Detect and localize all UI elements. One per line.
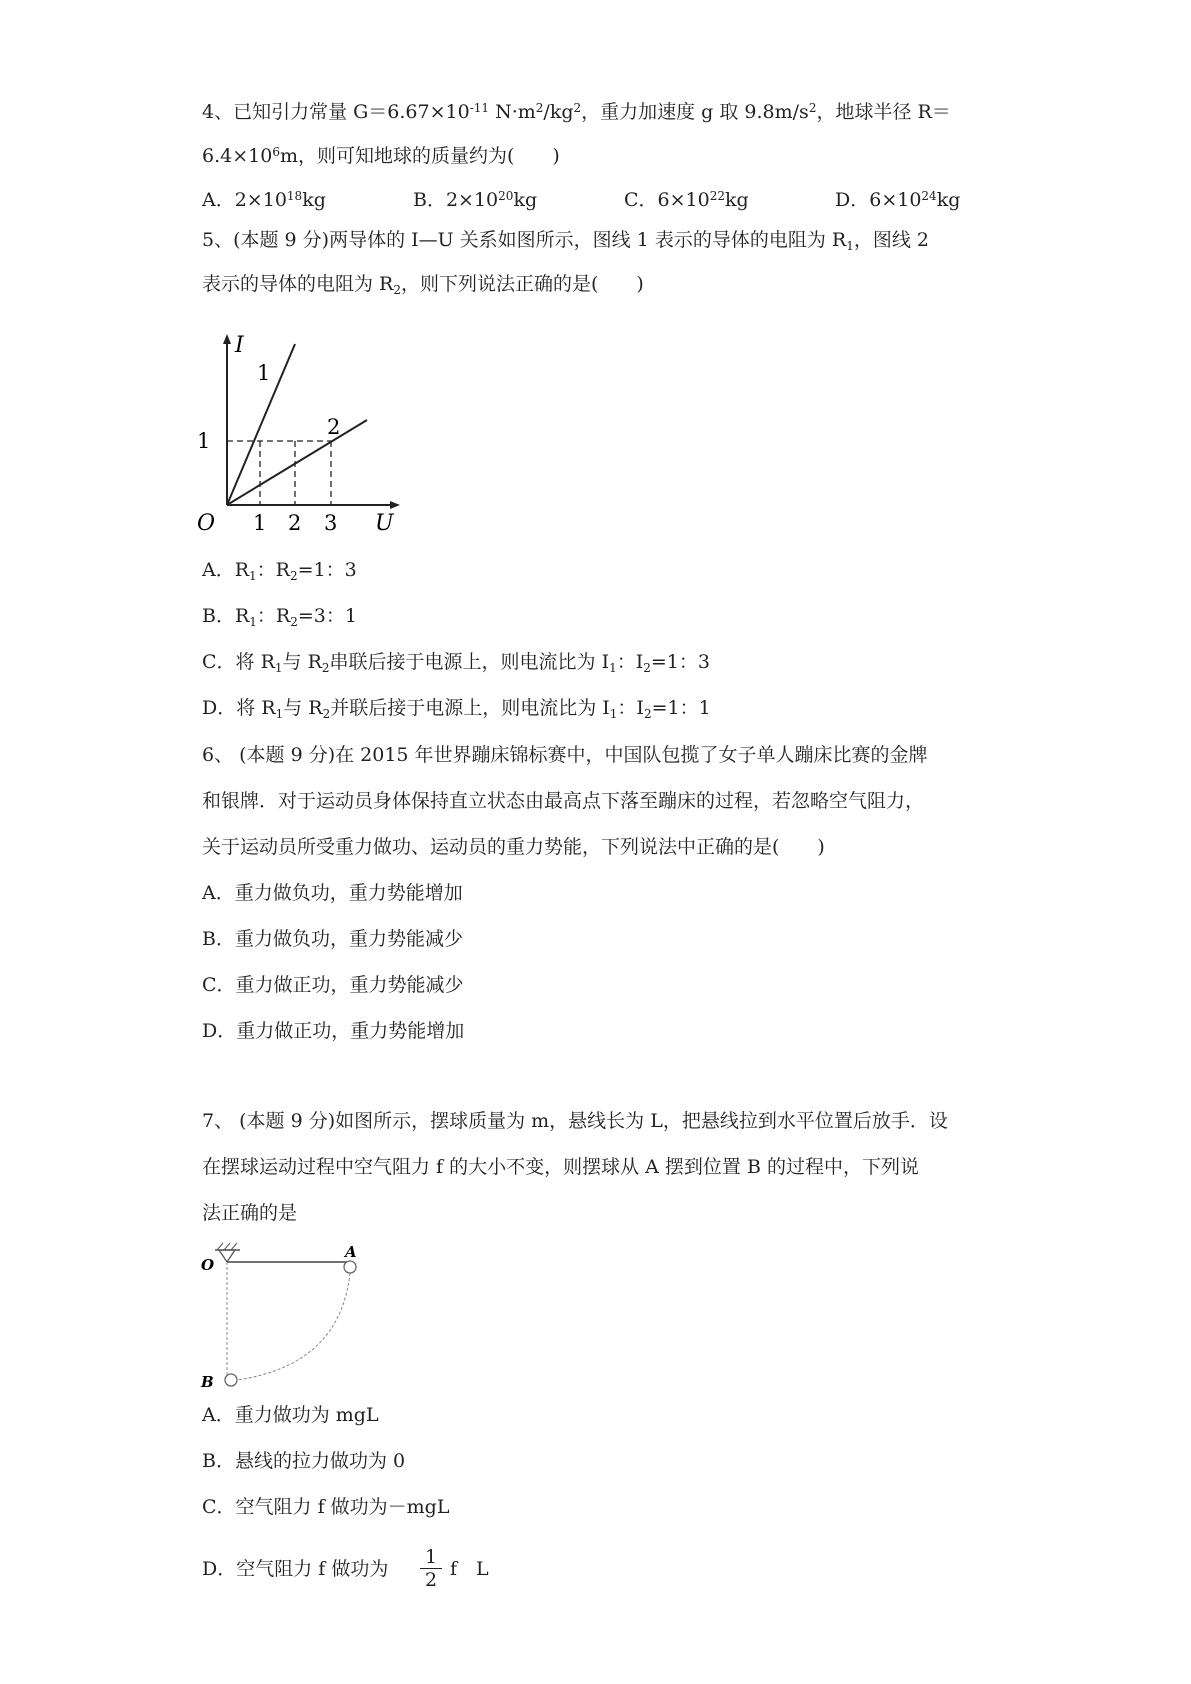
figure-label-a: A [345, 1243, 357, 1261]
q7-option-c: C．空气阻力 f 做功为－mgL [202, 1496, 450, 1518]
graph-line-2 [227, 420, 367, 505]
q4-option-c: C．$6\times 10^{22}kg$ [624, 189, 749, 211]
graph-origin-label: O [197, 511, 216, 536]
q7-option-d: D．空气阻力 f 做功为 [202, 1558, 389, 1580]
figure-label-b: B [201, 1373, 214, 1390]
q5-stem-line2: 表示的导体的电阻为 $R_2$，则下列说法正确的是( ) [202, 273, 644, 297]
q5-option-c: C．将 $R_1$与 $R_2$串联后接于电源上，则电流比为 $I_1$：$I_2=1$：3 [202, 651, 710, 675]
graph-line-1-label: 1 [257, 361, 271, 385]
q7-option-d-tail: f L [450, 1558, 489, 1580]
q7-stem-line3: 法正确的是 [202, 1202, 298, 1224]
graph-x-axis-label: U [375, 511, 394, 536]
q6-option-d: D．重力做正功，重力势能增加 [202, 1020, 465, 1042]
q7-option-d-fraction [420, 1546, 442, 1591]
q4-option-a: A．$2\times 10^{18}kg$ [202, 189, 326, 211]
q7-stem-line1: 7、 (本题 9 分)如图所示，摆球质量为 m，悬线长为 L，把悬线拉到水平位置后放手．设 [202, 1110, 948, 1132]
graph-y-tick-1: 1 [197, 429, 211, 453]
q6-stem-line3: 关于运动员所受重力做功、运动员的重力势能，下列说法中正确的是( ) [202, 836, 825, 858]
fraction-numerator: 1 [424, 1546, 438, 1568]
q4-option-d: D．$6\times 10^{24}kg$ [835, 189, 961, 211]
q5-stem-line1: 5、(本题 9 分)两导体的 I—U 关系如图所示，图线 1 表示的导体的电阻为 $R_1$，图线 2 [202, 229, 929, 253]
q4-option-b: B．$2\times 10^{20}kg$ [413, 189, 538, 211]
q5-iu-graph [195, 330, 415, 540]
q4-stem-line1: 4、已知引力常量 $G=6.67\times 10^{-11}$ $N\cdot m^2/kg^2$，重力加速度 g 取 $9.8m/s^2$，地球半径 R＝ [202, 101, 951, 123]
graph-x-tick-2: 2 [288, 511, 302, 535]
graph-x-tick-3: 3 [324, 511, 338, 535]
graph-line-2-label: 2 [327, 415, 341, 439]
q7-stem-line2: 在摆球运动过程中空气阻力 f 的大小不变，则摆球从 A 摆到位置 B 的过程中，下列说 [202, 1156, 919, 1178]
q6-option-c: C．重力做正功，重力势能减少 [202, 974, 464, 996]
graph-x-tick-1: 1 [253, 511, 267, 535]
q6-stem-line2: 和银牌．对于运动员身体保持直立状态由最高点下落至蹦床的过程，若忽略空气阻力， [202, 790, 925, 812]
q5-option-a: A．$R_1$：$R_2=1$：3 [202, 559, 357, 583]
graph-y-axis-label: I [235, 333, 244, 358]
q7-pendulum-figure [195, 1240, 365, 1390]
pendulum-ball-a [344, 1261, 356, 1273]
q5-option-b: B．$R_1$：$R_2=3$：1 [202, 605, 357, 629]
q5-option-d: D．将 $R_1$与 $R_2$并联后接于电源上，则电流比为 $I_1$：$I_2=1$：1 [202, 697, 711, 721]
pendulum-ball-b [225, 1374, 237, 1386]
q7-option-b: B．悬线的拉力做功为 0 [202, 1450, 406, 1472]
q6-option-a: A．重力做负功，重力势能增加 [202, 882, 463, 904]
q6-option-b: B．重力做负功，重力势能减少 [202, 928, 463, 950]
q7-option-a: A．重力做功为 mgL [202, 1404, 379, 1426]
figure-label-o: O [201, 1256, 215, 1274]
q6-stem-line1: 6、 (本题 9 分)在 2015 年世界蹦床锦标赛中，中国队包揽了女子单人蹦床比赛的金牌 [202, 744, 928, 766]
q4-stem-line2: $6.4\times 10^6m$，则可知地球的质量约为( ) [202, 145, 560, 167]
fraction-denominator: 2 [420, 1568, 442, 1591]
